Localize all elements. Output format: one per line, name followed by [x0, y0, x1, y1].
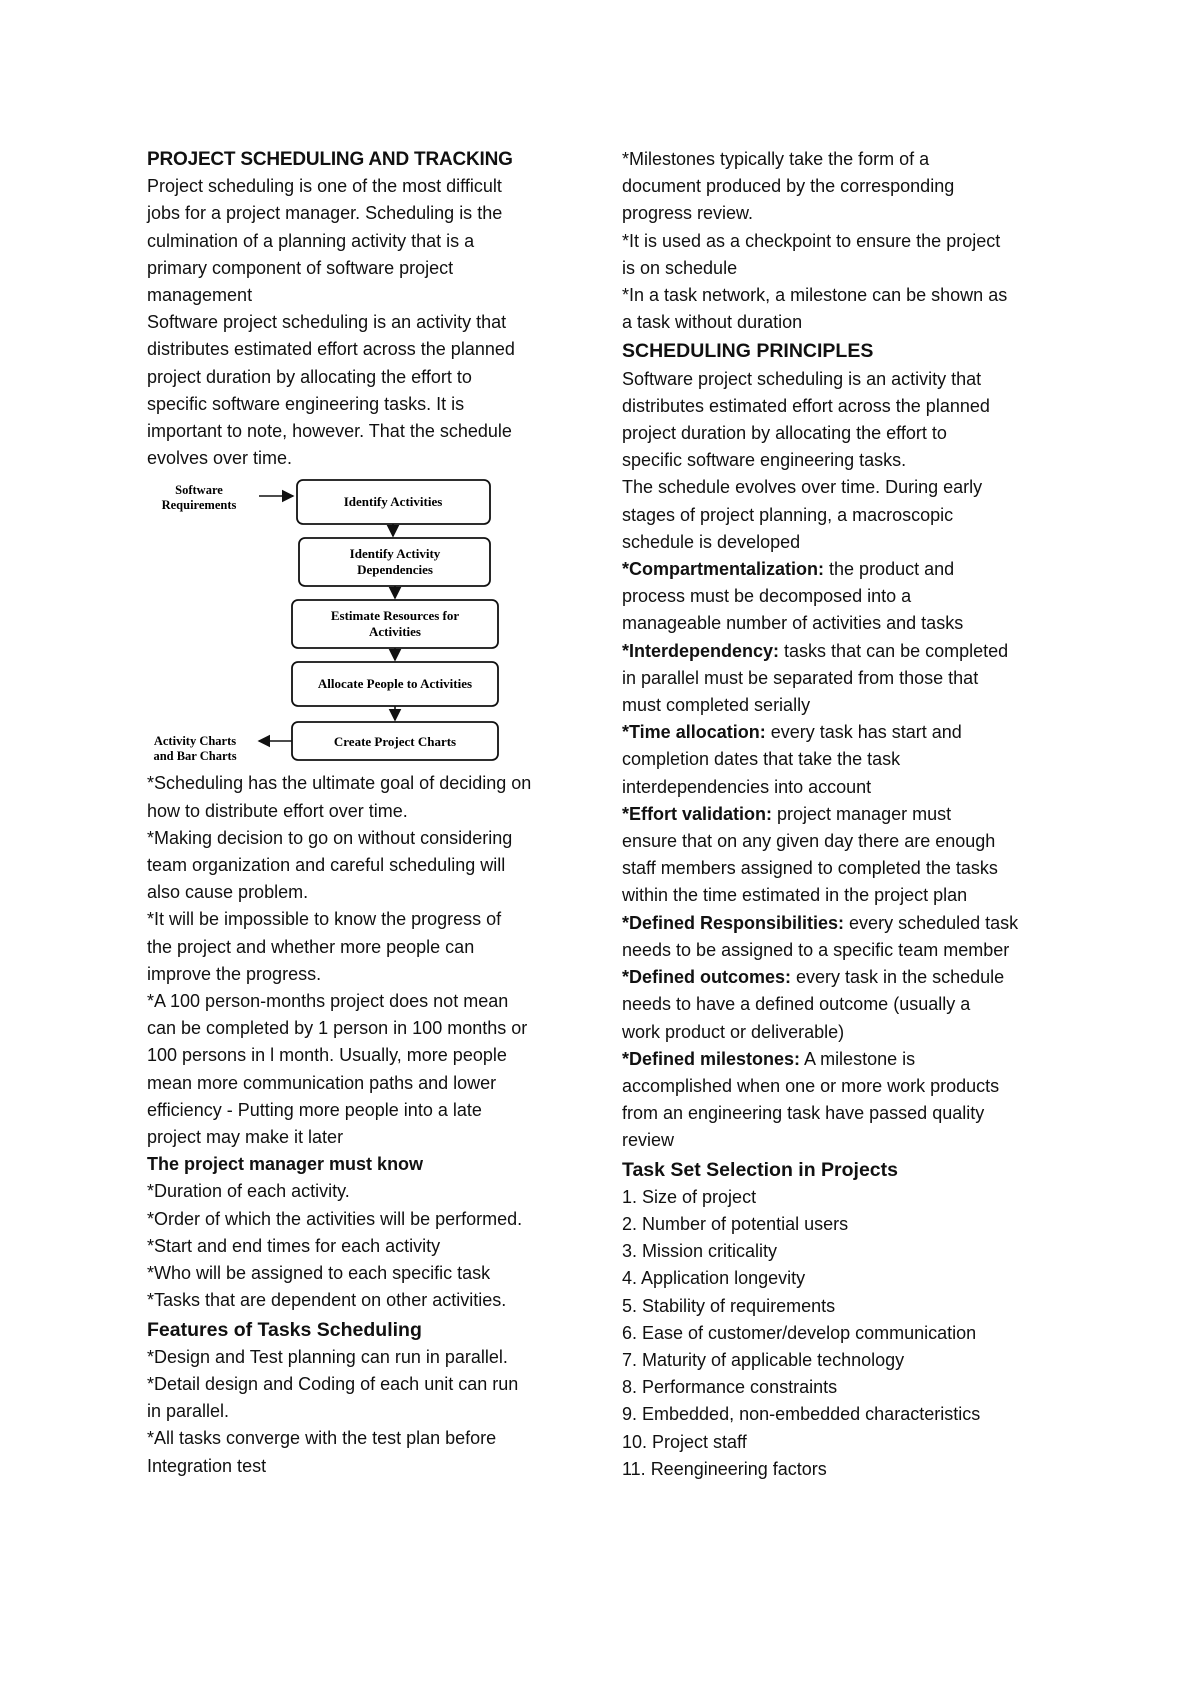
text-line: a task without duration [622, 312, 803, 333]
principle-text: every scheduled task [844, 912, 1019, 933]
text-line: Integration test [147, 1455, 267, 1476]
text-line: work product or deliverable) [622, 1021, 845, 1042]
list-item: 4. Application longevity [622, 1268, 806, 1289]
principle-term: *Compartmentalization: [622, 559, 825, 580]
text-line: distributes estimated effort across the planned [622, 395, 990, 416]
principle-defined-milestones [622, 1046, 1072, 1155]
text-line: needs to be assigned to a specific team member [622, 939, 1010, 960]
text-line: The schedule evolves over time. During early [622, 477, 983, 498]
text-line: important to note, however. That the schedule [147, 421, 512, 442]
list-item: 9. Embedded, non-embedded characteristics [622, 1404, 981, 1425]
task-set-heading: Task Set Selection in Projects [622, 1158, 898, 1181]
scheduling-flow-diagram [147, 478, 587, 768]
principle-effort-validation [622, 801, 1072, 910]
principle-time-allocation [622, 719, 1072, 801]
text-line: from an engineering task have passed quality [622, 1103, 985, 1124]
right-column [622, 146, 1072, 1483]
text-line: within the time estimated in the project plan [622, 885, 968, 906]
text-line: project duration by allocating the effort to [147, 366, 472, 387]
text-line: improve the progress. [147, 963, 322, 984]
text-line: manageable number of activities and tasks [622, 613, 964, 634]
text-line: team organization and careful scheduling will [147, 855, 506, 876]
text-line: *Detail design and Coding of each unit can run [147, 1373, 519, 1394]
features-heading: Features of Tasks Scheduling [147, 1318, 422, 1341]
milestone-notes [622, 146, 1072, 336]
text-line: needs to have a defined outcome (usually a [622, 994, 971, 1015]
principles-heading: SCHEDULING PRINCIPLES [622, 340, 874, 363]
text-line: schedule is developed [622, 531, 801, 552]
text-line: *All tasks converge with the test plan before [147, 1428, 497, 1449]
must-know-list [147, 1178, 592, 1314]
text-line: project duration by allocating the effort to [622, 423, 947, 444]
list-item: *Tasks that are dependent on other activities. [147, 1290, 507, 1311]
text-line: in parallel. [147, 1401, 230, 1422]
step-label: Dependencies [357, 562, 433, 578]
text-line: *Scheduling has the ultimate goal of deciding on [147, 773, 532, 794]
text-line: *Design and Test planning can run in parallel. [147, 1346, 508, 1367]
text-line: process must be decomposed into a [622, 586, 912, 607]
input-label-line-2: Requirements [161, 498, 237, 513]
output-label-line-1: Activity Charts [153, 734, 237, 749]
list-item: 8. Performance constraints [622, 1377, 838, 1398]
page-title: PROJECT SCHEDULING AND TRACKING [147, 149, 513, 170]
must-know-heading: The project manager must know [147, 1154, 424, 1175]
text-line: primary component of software project [147, 257, 454, 278]
scheduling-notes [147, 770, 592, 1151]
text-line: *A 100 person-months project does not mean [147, 991, 509, 1012]
text-line: document produced by the corresponding [622, 176, 955, 197]
text-line: Software project scheduling is an activity that [622, 368, 982, 389]
text-line: progress review. [622, 203, 754, 224]
list-item: 2. Number of potential users [622, 1213, 849, 1234]
text-line: specific software engineering tasks. It is [147, 393, 465, 414]
text-line: management [147, 285, 253, 306]
principle-term: *Defined outcomes: [622, 967, 792, 988]
principle-term: *Defined Responsibilities: [622, 912, 845, 933]
principle-text: tasks that can be completed [779, 640, 1009, 661]
principle-term: *Effort validation: [622, 803, 773, 824]
step-label: Allocate People to Activities [317, 676, 473, 692]
text-line: the project and whether more people can [147, 936, 475, 957]
text-line: *Milestones typically take the form of a [622, 149, 930, 169]
text-line: 100 persons in l month. Usually, more people [147, 1045, 507, 1066]
text-line: efficiency - Putting more people into a late [147, 1099, 482, 1120]
list-item: *Who will be assigned to each specific task [147, 1263, 491, 1284]
list-item: 3. Mission criticality [622, 1241, 778, 1262]
list-item: 1. Size of project [622, 1186, 757, 1207]
principle-text: the product and [824, 559, 955, 580]
principle-defined-outcomes [622, 964, 1072, 1046]
principle-term: *Interdependency: [622, 640, 780, 661]
principle-text: project manager must [772, 803, 952, 824]
flow-diagram-svg [147, 478, 587, 768]
text-line: *In a task network, a milestone can be shown as [622, 285, 1008, 306]
text-line: is on schedule [622, 257, 738, 278]
text-line: *Making decision to go on without considering [147, 827, 513, 848]
principles-intro [622, 366, 1072, 556]
text-line: specific software engineering tasks. [622, 450, 907, 471]
principle-compartmentalization [622, 556, 1072, 638]
step-label: Identify Activities [343, 494, 443, 510]
input-label-line-1: Software [175, 483, 223, 498]
principle-interdependency [622, 638, 1072, 720]
text-line: distributes estimated effort across the planned [147, 339, 515, 360]
text-line: culmination of a planning activity that is a [147, 230, 475, 251]
text-line: how to distribute effort over time. [147, 800, 408, 821]
principle-term: *Defined milestones: [622, 1048, 801, 1069]
list-item: *Order of which the activities will be performed. [147, 1208, 523, 1229]
list-item: 5. Stability of requirements [622, 1295, 836, 1316]
text-line: stages of project planning, a macroscopic [622, 504, 954, 525]
text-line: must completed serially [622, 695, 811, 716]
step-label: Identify Activity [349, 546, 441, 562]
principle-text: every task in the schedule [791, 967, 1005, 988]
output-label-line-2: and Bar Charts [153, 749, 237, 764]
text-line: *It will be impossible to know the progress of [147, 909, 502, 930]
text-line: in parallel must be separated from those that [622, 667, 979, 688]
text-line: accomplished when one or more work products [622, 1075, 1000, 1096]
principle-term: *Time allocation: [622, 722, 766, 743]
principle-defined-responsibilities [622, 910, 1072, 964]
list-item: *Start and end times for each activity [147, 1235, 441, 1256]
text-line: *It is used as a checkpoint to ensure the project [622, 230, 1001, 251]
text-line: review [622, 1130, 675, 1151]
text-line: ensure that on any given day there are enough [622, 831, 996, 852]
text-line: project may make it later [147, 1127, 344, 1148]
text-line: Project scheduling is one of the most difficult [147, 176, 502, 197]
text-line: evolves over time. [147, 448, 293, 469]
step-label: Activities [369, 624, 421, 640]
step-label: Estimate Resources for [330, 608, 460, 624]
step-label: Create Project Charts [333, 734, 457, 750]
list-item: 11. Reengineering factors [622, 1458, 827, 1479]
text-line: also cause problem. [147, 882, 309, 903]
text-line: staff members assigned to completed the tasks [622, 858, 998, 879]
principle-text: every task has start and [765, 722, 962, 743]
list-item: *Duration of each activity. [147, 1181, 350, 1202]
list-item: 7. Maturity of applicable technology [622, 1349, 905, 1370]
intro-paragraph [147, 173, 592, 472]
text-line: jobs for a project manager. Scheduling is the [147, 203, 503, 224]
list-item: 6. Ease of customer/develop communication [622, 1322, 977, 1343]
text-line: mean more communication paths and lower [147, 1072, 497, 1093]
text-line: Software project scheduling is an activity that [147, 312, 507, 333]
text-line: can be completed by 1 person in 100 months or [147, 1018, 528, 1039]
text-line: completion dates that take the task [622, 749, 901, 770]
list-item: 10. Project staff [622, 1431, 747, 1452]
task-set-list [622, 1184, 1072, 1483]
left-column [147, 146, 592, 1480]
features-list [147, 1344, 592, 1480]
text-line: interdependencies into account [622, 776, 872, 797]
principle-text: A milestone is [800, 1048, 916, 1069]
